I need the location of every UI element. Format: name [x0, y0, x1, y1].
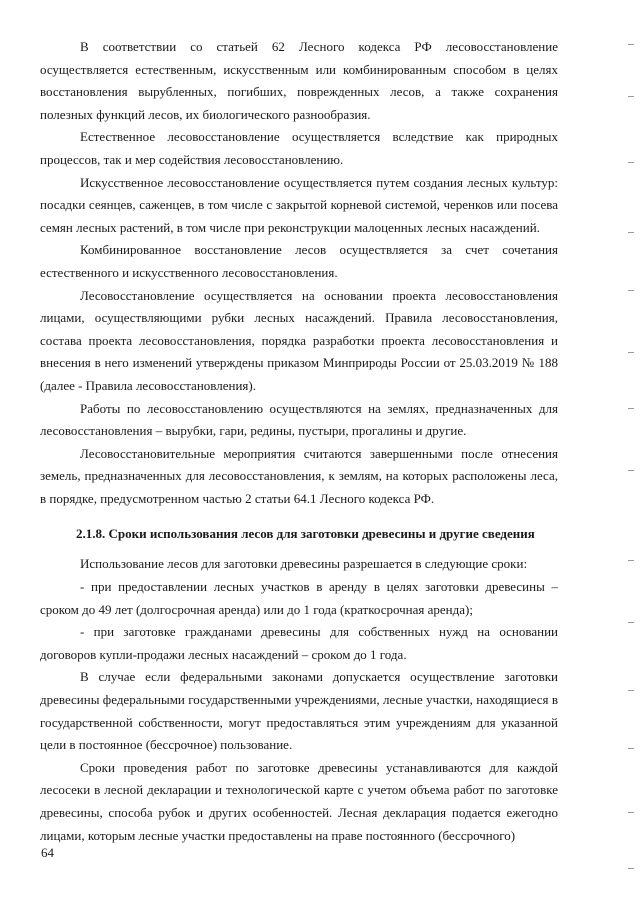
list-item: - при предоставлении лесных участков в аренду в целях заготовки древесины – сроком до 49 лет (долгосрочная аренда) или до 1 года (краткосрочная аренда);: [40, 579, 558, 617]
paragraph: В случае если федеральными законами допускается осуществление заготовки древесины федеральными государственными учреждениями, лесные участки, находящиеся в государственной собственности, могут предоставляться этим учреждениям для указанной цели в постоянное (бессрочное) пользование.: [40, 669, 558, 753]
page-body: [40, 36, 558, 847]
paragraph: Работы по лесовосстановлению осуществляются на землях, предназначенных для лесовосстановления – вырубки, гари, редины, пустыри, прогалины и другие.: [40, 400, 558, 439]
section-heading: 2.1.8. Сроки использования лесов для заготовки древесины и другие сведения: [76, 526, 535, 542]
list-item: - при заготовке гражданами древесины для собственных нужд на основании договоров купли-продажи лесных насаждений – сроком до 1 года.: [40, 624, 558, 662]
paragraph: В соответствии со статьей 62 Лесного кодекса РФ лесовосстановление осуществляется естественным, искусственным или комбинированным способом в целях восстановления вырубленных, погибших, поврежденных лесов, а также сохранения полезных функций лесов, их биологического разнообразия.: [40, 39, 558, 122]
paragraph: Естественное лесовосстановление осуществляется вследствие как природных процессов, так и мер содействия лесовосстановлению.: [40, 129, 558, 167]
paragraph: Использование лесов для заготовки древесины разрешается в следующие сроки:: [80, 556, 528, 572]
paragraph: Комбинированное восстановление лесов осуществляется за счет сочетания естественного и искусственного лесовосстановления.: [40, 242, 558, 280]
paragraph: Искусственное лесовосстановление осуществляется путем создания лесных культур: посадки сеянцев, саженцев, в том числе с закрытой корневой системой, черенков или посева семян лесных растений, в том числе при реконструкции малоценных лесных насаждений.: [40, 174, 558, 235]
scan-edge-marks: [616, 0, 640, 905]
page-number: 64: [41, 845, 54, 860]
paragraph: Лесовосстановительные мероприятия считаются завершенными после отнесения земель, предназначенных для лесовосстановления, к землям, на которых расположены леса, в порядке, предусмотренном частью 2 статьи 64.1 Лесного кодекса РФ.: [40, 445, 558, 506]
paragraph: Сроки проведения работ по заготовке древесины устанавливаются для каждой лесосеки в лесной декларации и технологической карте с учетом объема работ по заготовке древесины, способа рубок и других особенностей. Лесная декларация подается ежегодно лицами, которым лесные участки предоставлены на праве постоянного (бессрочного): [40, 759, 558, 843]
paragraph: Лесовосстановление осуществляется на основании проекта лесовосстановления лицами, осуществляющими рубки лесных насаждений. Правила лесовосстановления, состава проекта лесовосстановления, порядка разработки проекта лесовосстановления и внесения в него изменений утверждены приказом Минприроды России от 25.03.2019 № 188 (далее - Правила лесовосстановления).: [40, 287, 558, 393]
